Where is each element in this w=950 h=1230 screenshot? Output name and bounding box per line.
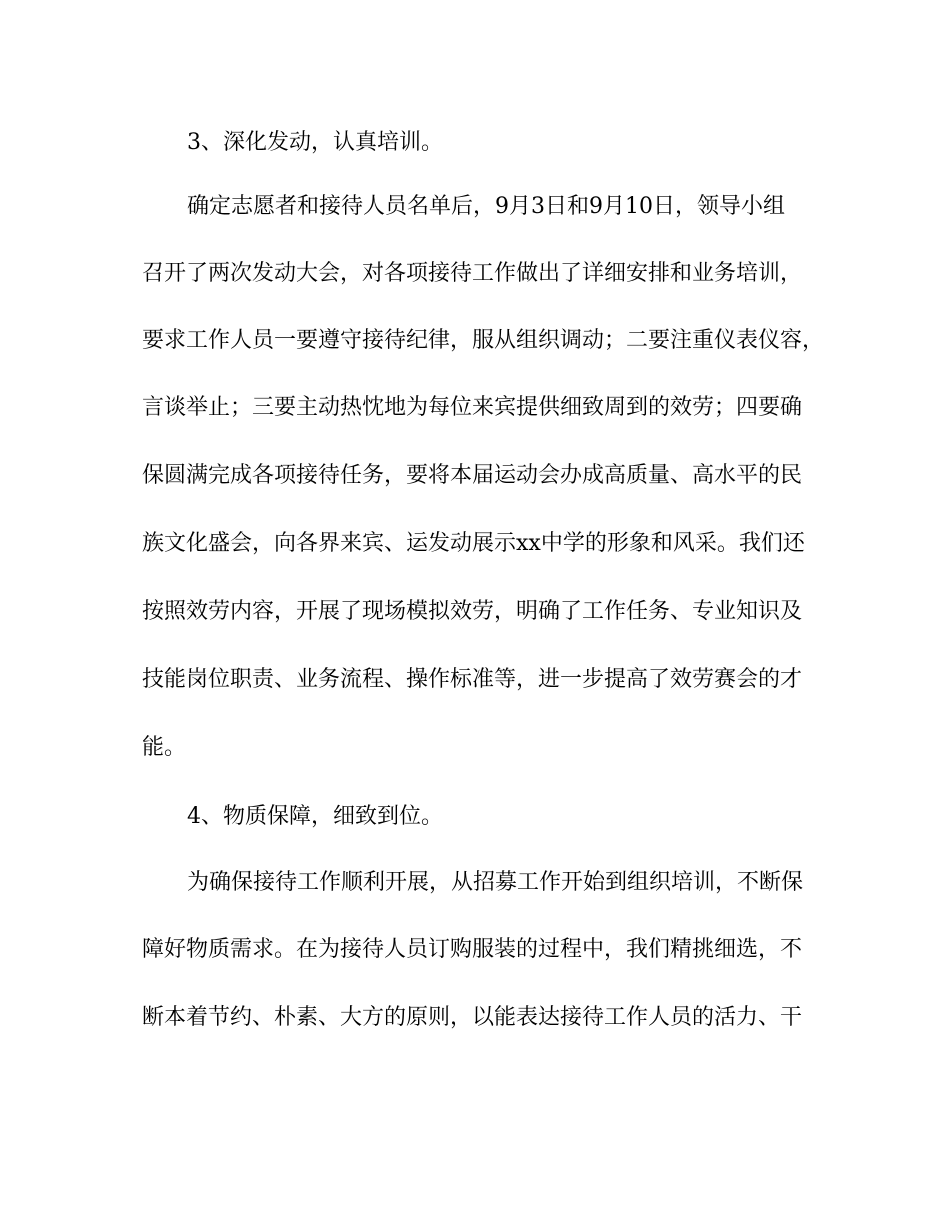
section-heading-4: 4、物质保障，细致到位。 (187, 804, 443, 829)
paragraph-line: 能。 (142, 735, 187, 760)
paragraph-line: 族文化盛会，向各界来宾、运发动展示xx中学的形象和风采。我们还 (142, 531, 805, 556)
paragraph-line: 按照效劳内容，开展了现场模拟效劳，明确了工作任务、专业知识及 (142, 599, 803, 624)
paragraph-line: 要求工作人员一要遵守接待纪律，服从组织调动；二要注重仪表仪容， (142, 328, 825, 353)
paragraph-line: 断本着节约、朴素、大方的原则，以能表达接待工作人员的活力、干 (142, 1005, 803, 1030)
paragraph-line: 确定志愿者和接待人员名单后，9月3日和9月10日，领导小组 (187, 194, 785, 219)
paragraph-line: 为确保接待工作顺利开展，从招募工作开始到组织培训，不断保 (187, 870, 804, 895)
paragraph-line: 召开了两次发动大会，对各项接待工作做出了详细安排和业务培训， (142, 261, 803, 286)
paragraph-line: 言谈举止；三要主动热忱地为每位来宾提供细致周到的效劳；四要确 (142, 395, 803, 420)
paragraph-line: 障好物质需求。在为接待人员订购服装的过程中，我们精挑细选，不 (142, 937, 803, 962)
paragraph-line: 技能岗位职责、业务流程、操作标准等，进一步提高了效劳赛会的才 (142, 667, 803, 692)
section-heading-3: 3、深化发动，认真培训。 (187, 130, 443, 155)
paragraph-line: 保圆满完成各项接待任务，要将本届运动会办成高质量、高水平的民 (142, 463, 803, 488)
